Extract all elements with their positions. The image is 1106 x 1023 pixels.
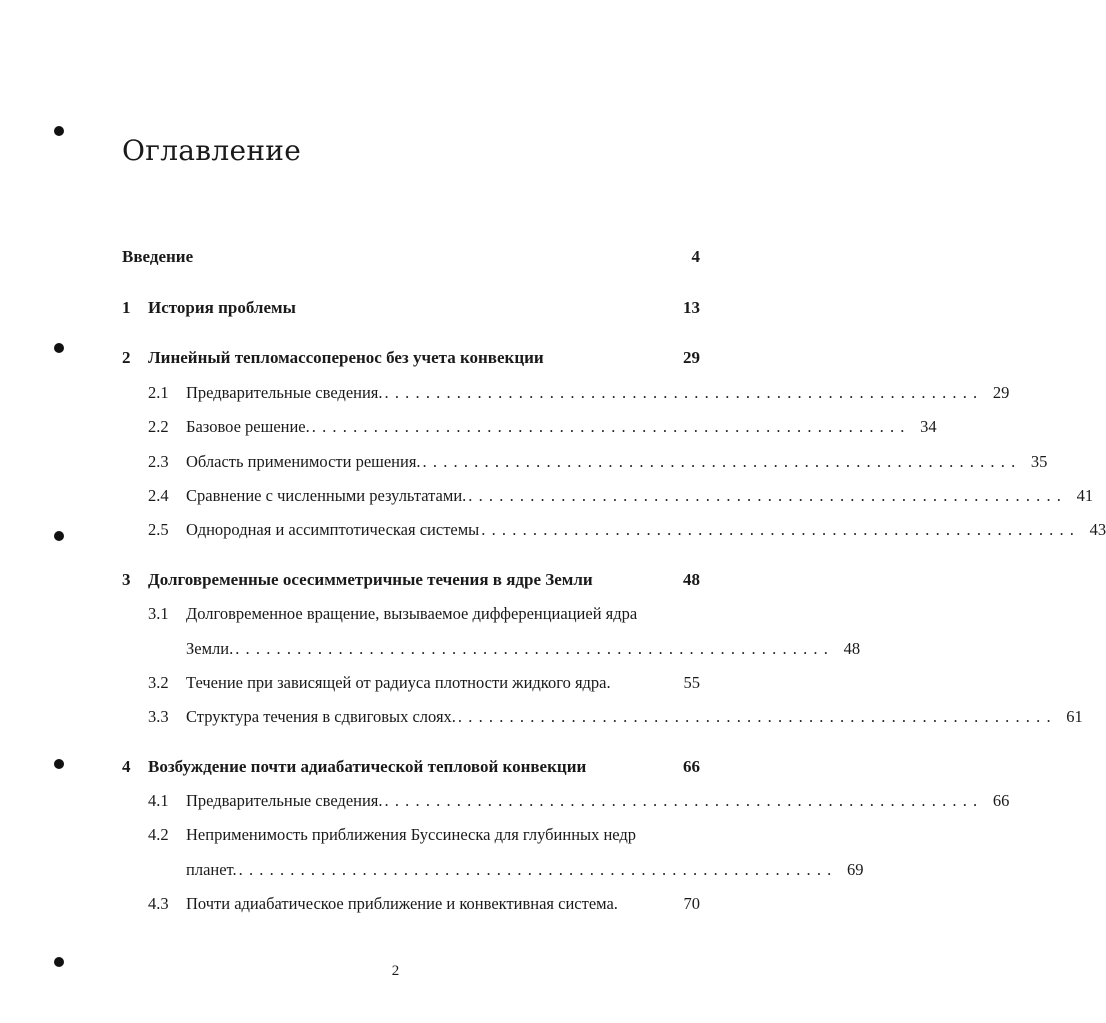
toc-page: 48 (843, 639, 861, 658)
toc-number: 1 (122, 298, 131, 317)
toc-label: История проблемы (148, 298, 296, 317)
toc-label: Предварительные сведения. (186, 383, 383, 402)
toc-entry-section[interactable] (122, 707, 1083, 727)
toc-page: 55 (683, 673, 700, 692)
leader-dots: .......................................................... (422, 452, 1022, 471)
leader-dots: .......................................................... (235, 639, 835, 658)
toc-label: Долговременное вращение, вызываемое дифференциацией ядра (186, 604, 638, 623)
toc-number: 2 (122, 348, 131, 367)
toc-number: 2.4 (148, 486, 169, 505)
binder-hole (54, 126, 64, 136)
toc-entry-section[interactable] (122, 520, 1106, 540)
toc-entry-section[interactable] (122, 894, 700, 914)
toc-number: 2.1 (148, 383, 169, 402)
toc-page: 29 (992, 383, 1010, 402)
toc-number: 4 (122, 757, 131, 776)
toc-number: 2.3 (148, 452, 169, 471)
toc-entry-chapter-4[interactable] (122, 757, 700, 777)
binder-hole (54, 343, 64, 353)
toc-entry-section[interactable] (122, 604, 700, 624)
leader-dots: .......................................................... (384, 791, 984, 810)
toc-label: Земли. (186, 639, 234, 658)
toc-entry-section[interactable] (122, 673, 700, 693)
leader-dots: .......................................................... (457, 707, 1057, 726)
toc-number: 3 (122, 570, 131, 589)
toc-entry-section[interactable] (122, 486, 1094, 506)
toc-page: 43 (1089, 520, 1106, 539)
toc-number: 3.2 (148, 673, 169, 692)
toc-label: Неприменимость приближения Буссинеска для глубинных недр (186, 825, 637, 844)
toc-entry-section[interactable] (122, 417, 937, 437)
page-title: Оглавление (122, 134, 302, 167)
toc-page: 34 (920, 417, 937, 436)
toc-label: Область применимости решения. (186, 452, 421, 471)
toc-label: Предварительные сведения. (186, 791, 383, 810)
leader-dots: .......................................................... (468, 486, 1068, 505)
toc-entry-section-continued[interactable] (122, 639, 861, 659)
toc-number: 4.3 (148, 894, 169, 913)
leader-dots: .......................................................... (384, 383, 984, 402)
toc-page: 4 (691, 247, 700, 266)
toc-page: 35 (1030, 452, 1048, 471)
toc-page: 48 (683, 570, 700, 589)
toc-label: Сравнение с численными результатами. (186, 486, 467, 505)
toc-entry-intro[interactable] (122, 247, 700, 267)
toc-entry-section[interactable] (122, 791, 1010, 811)
toc-page: 70 (683, 894, 700, 913)
toc-page: 29 (683, 348, 700, 367)
toc-page: 66 (683, 757, 700, 776)
toc-entry-section[interactable] (122, 452, 1048, 472)
toc-label: Почти адиабатическое приближение и конвективная система. (186, 894, 618, 913)
toc-entry-chapter-3[interactable] (122, 570, 700, 590)
toc-number: 2.2 (148, 417, 169, 436)
toc-page: 61 (1066, 707, 1083, 726)
toc-label: Долговременные осесимметричные течения в ядре Земли (148, 570, 593, 589)
toc-number: 2.5 (148, 520, 169, 539)
toc-label: Возбуждение почти адиабатической тепловой конвекции (148, 757, 587, 776)
binder-hole (54, 531, 64, 541)
toc-number: 3.3 (148, 707, 169, 726)
toc-page: 13 (683, 298, 700, 317)
toc-number: 4.1 (148, 791, 169, 810)
binder-hole (54, 759, 64, 769)
toc-label: Базовое решение. (186, 417, 310, 436)
page-number: 2 (391, 963, 400, 979)
toc-number: 4.2 (148, 825, 169, 844)
toc-label: Структура течения в сдвиговых слоях. (186, 707, 456, 726)
toc-number: 3.1 (148, 604, 169, 623)
toc-label: Однородная и ассимптотическая системы (186, 520, 480, 539)
toc-label: Введение (122, 247, 194, 266)
toc-entry-chapter-1[interactable] (122, 298, 700, 318)
toc-entry-chapter-2[interactable] (122, 348, 700, 368)
toc-label: Линейный тепломассоперенос без учета конвекции (148, 348, 544, 367)
toc-entry-section[interactable] (122, 825, 700, 845)
leader-dots: .......................................................... (311, 417, 911, 436)
leader-dots: .......................................................... (481, 520, 1081, 539)
toc-page: 66 (992, 791, 1010, 810)
leader-dots: .......................................................... (238, 860, 838, 879)
toc-entry-section-continued[interactable] (122, 860, 864, 880)
toc-label: Течение при зависящей от радиуса плотности жидкого ядра. (186, 673, 611, 692)
toc-label: планет. (186, 860, 237, 879)
toc-page: 69 (847, 860, 864, 879)
toc-entry-section[interactable] (122, 383, 1010, 403)
toc-page: 41 (1076, 486, 1094, 505)
